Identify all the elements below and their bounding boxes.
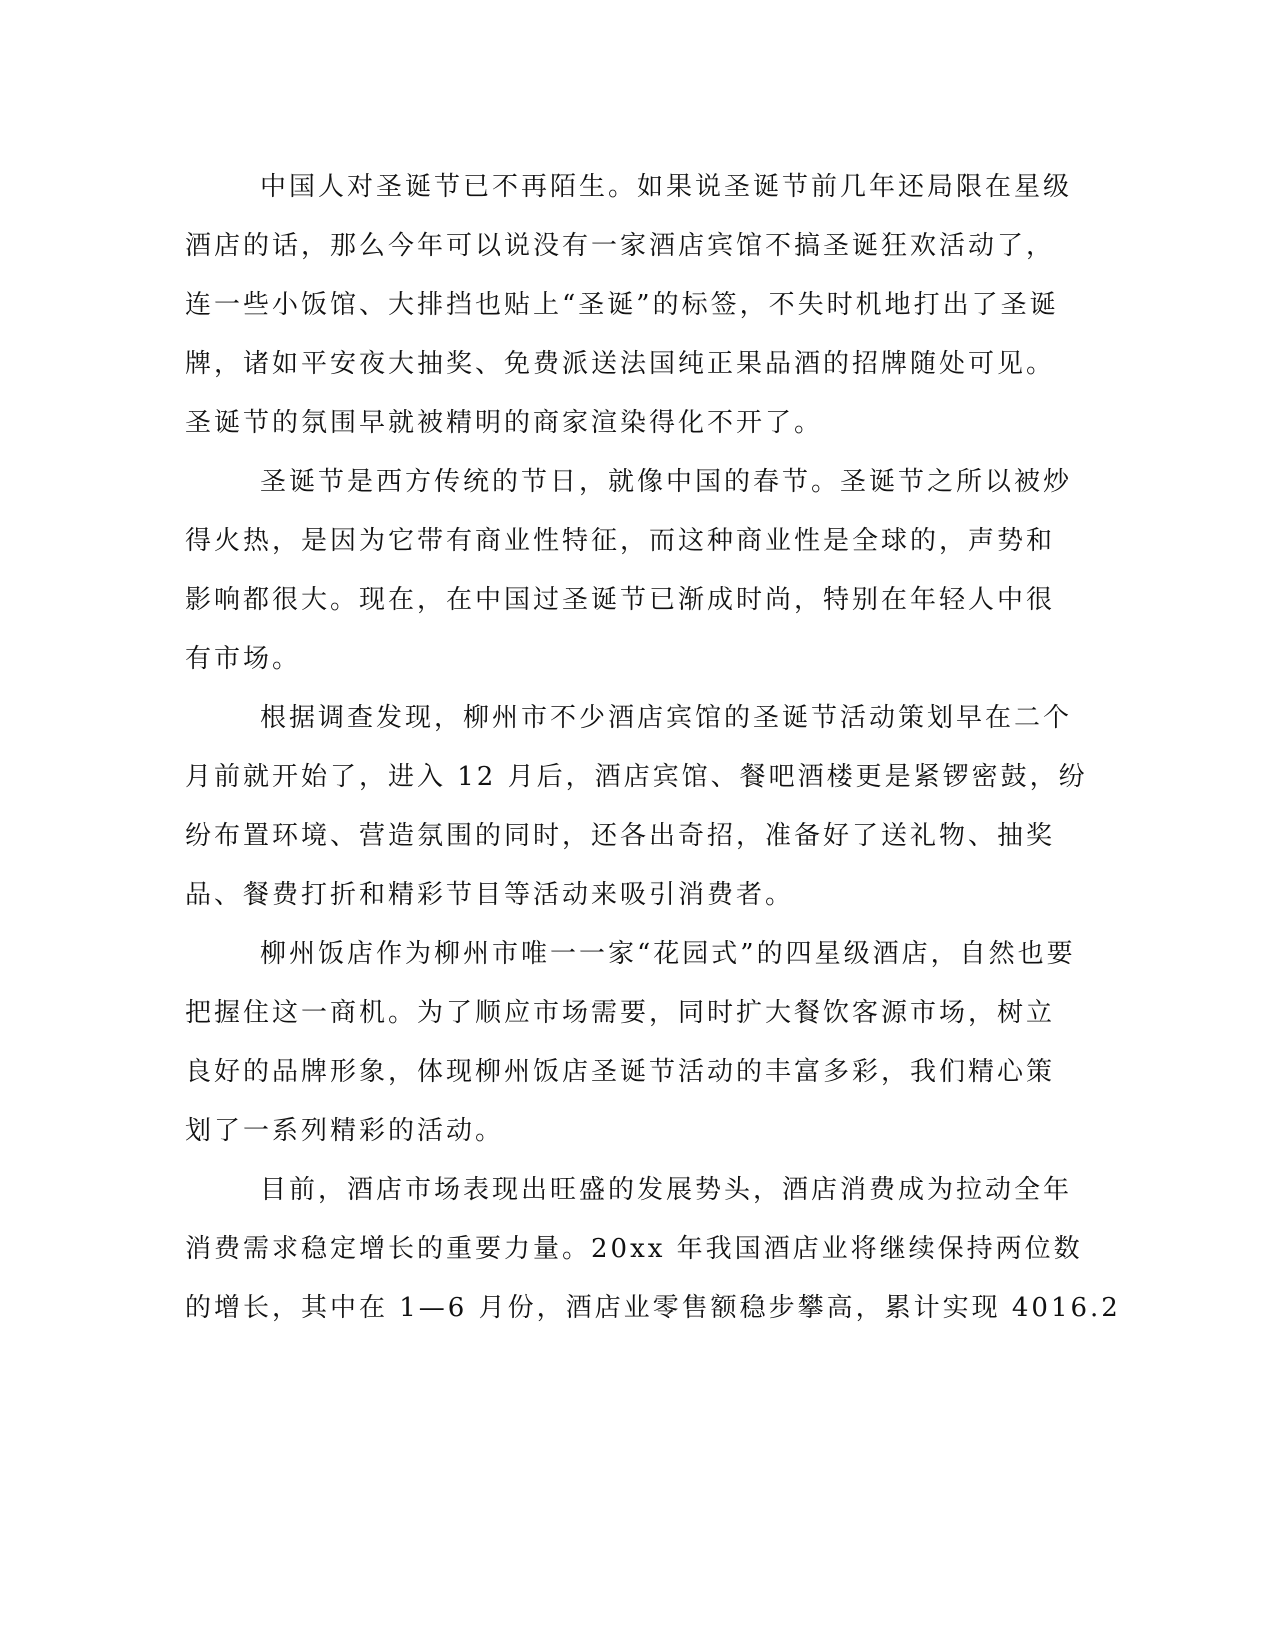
- text-line: 根据调查发现，柳州市不少酒店宾馆的圣诞节活动策划早在二个: [260, 703, 1073, 733]
- text-line: 纷布置环境、营造氛围的同时，还各出奇招，准备好了送礼物、抽奖: [185, 821, 1056, 851]
- paragraph-western-tradition: [185, 453, 1075, 689]
- text-line: 良好的品牌形象，体现柳州饭店圣诞节活动的丰富多彩，我们精心策: [185, 1057, 1056, 1087]
- text-line: 得火热，是因为它带有商业性特征，而这种商业性是全球的，声势和: [185, 526, 1056, 556]
- text-line: 中国人对圣诞节已不再陌生。如果说圣诞节前几年还局限在星级: [260, 172, 1073, 202]
- text-line: 有市场。: [185, 644, 302, 674]
- text-line: 品、餐费打折和精彩节目等活动来吸引消费者。: [185, 880, 795, 910]
- text-line: 把握住这一商机。为了顺应市场需要，同时扩大餐饮客源市场，树立: [185, 998, 1056, 1028]
- paragraph-liuzhou-hotel: [185, 925, 1075, 1161]
- text-line: 圣诞节的氛围早就被精明的商家渲染得化不开了。: [185, 408, 824, 438]
- text-line: 连一些小饭馆、大排挡也贴上“圣诞”的标签，不失时机地打出了圣诞: [185, 290, 1059, 320]
- paragraph-christmas-popularity: [185, 158, 1075, 453]
- text-line: 目前，酒店市场表现出旺盛的发展势头，酒店消费成为拉动全年: [260, 1175, 1073, 1205]
- text-line: 圣诞节是西方传统的节日，就像中国的春节。圣诞节之所以被炒: [260, 467, 1073, 497]
- text-line: 酒店的话，那么今年可以说没有一家酒店宾馆不搞圣诞狂欢活动了，: [185, 231, 1056, 261]
- text-line: 影响都很大。现在，在中国过圣诞节已渐成时尚，特别在年轻人中很: [185, 585, 1056, 615]
- text-line: 月前就开始了，进入 12 月后，酒店宾馆、餐吧酒楼更是紧锣密鼓，纷: [185, 762, 1088, 792]
- text-line: 的增长，其中在 1—6 月份，酒店业零售额稳步攀高，累计实现 4016.2: [185, 1293, 1121, 1323]
- text-line: 柳州饭店作为柳州市唯一一家“花园式”的四星级酒店，自然也要: [260, 939, 1076, 969]
- text-line: 牌，诸如平安夜大抽奖、免费派送法国纯正果品酒的招牌随处可见。: [185, 349, 1056, 379]
- paragraph-survey-findings: [185, 689, 1088, 925]
- document-body: [185, 158, 1121, 1338]
- text-line: 消费需求稳定增长的重要力量。20xx 年我国酒店业将继续保持两位数: [185, 1234, 1083, 1264]
- text-line: 划了一系列精彩的活动。: [185, 1116, 505, 1146]
- paragraph-market-trend: [185, 1161, 1121, 1338]
